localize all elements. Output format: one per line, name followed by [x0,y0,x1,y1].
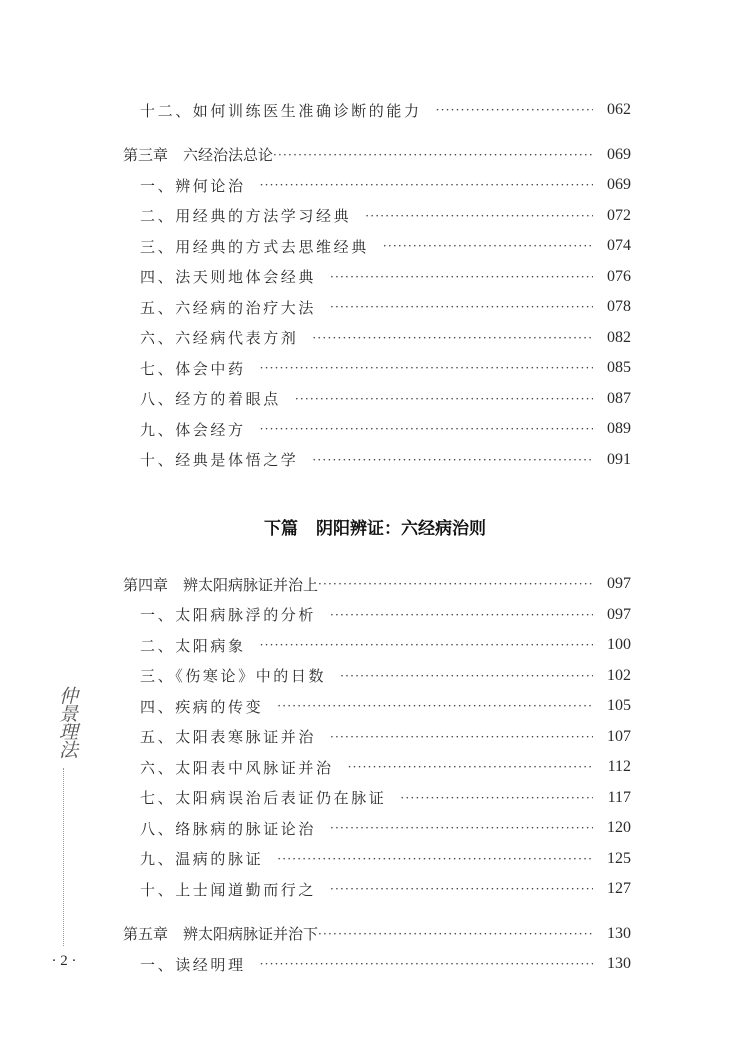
dot-leader [340,669,593,683]
toc-page-number: 097 [607,605,631,623]
dot-leader [330,730,593,744]
toc-page-number: 130 [607,924,631,942]
toc-section-entry[interactable] [123,445,631,476]
dot-leader [260,178,593,192]
part-heading [0,514,750,539]
toc-page-number: 085 [607,359,631,377]
toc-page-number: 076 [607,267,631,285]
toc-page-number: 112 [607,758,631,776]
toc-page-number: 069 [607,145,631,163]
toc-page-number: 087 [607,389,631,407]
toc-page-number: 130 [607,955,631,973]
toc-entry-title: 第三章 六经治法总论 [123,146,274,165]
toc-entry-title: 五、太阳表寒脉证并治 [140,728,317,747]
toc-page-number: 120 [607,819,631,837]
toc-page-number: 105 [607,697,631,715]
toc-section-entry[interactable] [123,783,631,814]
toc-entry-title: 八、络脉病的脉证论治 [140,819,317,838]
toc-entry-title: 七、太阳病误治后表证仍在脉证 [140,789,387,808]
toc-entry-title: 一、太阳病脉浮的分析 [140,606,317,625]
toc-entry-title: 六、太阳表中风脉证并治 [140,758,334,777]
toc-page-number: 125 [607,849,631,867]
toc-page-number: 102 [607,666,631,684]
dot-leader [277,852,593,866]
dot-leader [260,422,593,436]
toc-section-entry[interactable] [123,752,631,783]
toc-section-entry[interactable] [123,170,631,201]
toc-chapter-entry[interactable] [123,919,631,950]
toc-entry-title: 第四章 辨太阳病脉证并治上 [123,575,319,594]
page-number: · 2 · [51,953,77,969]
toc-block-lower [123,569,631,980]
dot-leader [365,209,593,223]
toc-entry-title: 第五章 辨太阳病脉证并治下 [123,925,319,944]
toc-section-entry[interactable] [123,353,631,384]
toc-section-entry[interactable] [123,95,631,126]
toc-page-number: 074 [607,237,631,255]
toc-section-entry[interactable] [123,384,631,415]
toc-entry-title: 五、六经病的治疗大法 [140,298,317,317]
toc-section-entry[interactable] [123,201,631,232]
dot-leader [260,361,593,375]
dot-leader [318,577,593,591]
toc-section-entry[interactable] [123,661,631,692]
margin-divider [63,768,64,946]
toc-entry-title: 三、《伤寒论》中的日数 [140,667,327,686]
dot-leader [436,103,593,117]
toc-section-entry[interactable] [123,292,631,323]
toc-page-number: 072 [607,206,631,224]
toc-page-number: 100 [607,636,631,654]
toc-entry-title: 十、经典是体悟之学 [140,451,299,470]
toc-block-upper [123,95,631,475]
toc-page-number: 062 [607,101,631,119]
dot-leader [330,882,593,896]
toc-entry-title: 二、太阳病象 [140,636,246,655]
toc-page-number: 091 [607,450,631,468]
toc-entry-title: 十二、如何训练医生准确诊断的能力 [140,101,422,120]
toc-entry-title: 四、法天则地体会经典 [140,268,317,287]
dot-leader [348,760,593,774]
book-logo-calligraphy: 仲景理法 [56,686,78,758]
dot-leader [330,300,593,314]
toc-entry-title: 六、六经病代表方剂 [140,329,299,348]
dot-leader [330,608,593,622]
part-title: 阴阳辨证：六经病治则 [316,519,486,539]
dot-leader [383,239,593,253]
toc-page-number: 089 [607,420,631,438]
toc-section-entry[interactable] [123,630,631,661]
toc-section-entry[interactable] [123,323,631,354]
toc-section-entry[interactable] [123,874,631,905]
dot-leader [318,927,593,941]
toc-entry-title: 四、疾病的传变 [140,697,264,716]
toc-entry-title: 七、体会中药 [140,359,246,378]
toc-entry-title: 二、用经典的方法学习经典 [140,207,352,226]
dot-leader [260,638,593,652]
dot-leader [277,699,593,713]
dot-leader [273,148,593,162]
toc-section-entry[interactable] [123,722,631,753]
toc-chapter-entry[interactable] [123,140,631,171]
dot-leader [312,453,593,467]
toc-section-entry[interactable] [123,813,631,844]
toc-section-entry[interactable] [123,949,631,980]
toc-page-number: 078 [607,298,631,316]
toc-page-number: 097 [607,575,631,593]
toc-entry-title: 八、经方的着眼点 [140,390,281,409]
dot-leader [260,957,593,971]
toc-section-entry[interactable] [123,231,631,262]
toc-page-number: 127 [607,880,631,898]
toc-section-entry[interactable] [123,414,631,445]
toc-page-number: 107 [607,727,631,745]
toc-section-entry[interactable] [123,691,631,722]
dot-leader [295,392,593,406]
toc-chapter-entry[interactable] [123,569,631,600]
toc-entry-title: 一、读经明理 [140,955,246,974]
part-label: 下篇 [264,519,298,539]
toc-page-number: 117 [607,788,631,806]
toc-entry-title: 三、用经典的方式去思维经典 [140,237,369,256]
dot-leader [312,331,593,345]
toc-entry-title: 十、上士闻道勤而行之 [140,880,317,899]
toc-section-entry[interactable] [123,844,631,875]
dot-leader [400,791,593,805]
toc-entry-title: 九、温病的脉证 [140,850,264,869]
toc-page-number: 069 [607,176,631,194]
toc-entry-title: 一、辨何论治 [140,176,246,195]
dot-leader [330,821,593,835]
toc-section-entry[interactable] [123,600,631,631]
toc-entry-title: 九、体会经方 [140,420,246,439]
toc-section-entry[interactable] [123,262,631,293]
toc-page-number: 082 [607,328,631,346]
dot-leader [330,270,593,284]
